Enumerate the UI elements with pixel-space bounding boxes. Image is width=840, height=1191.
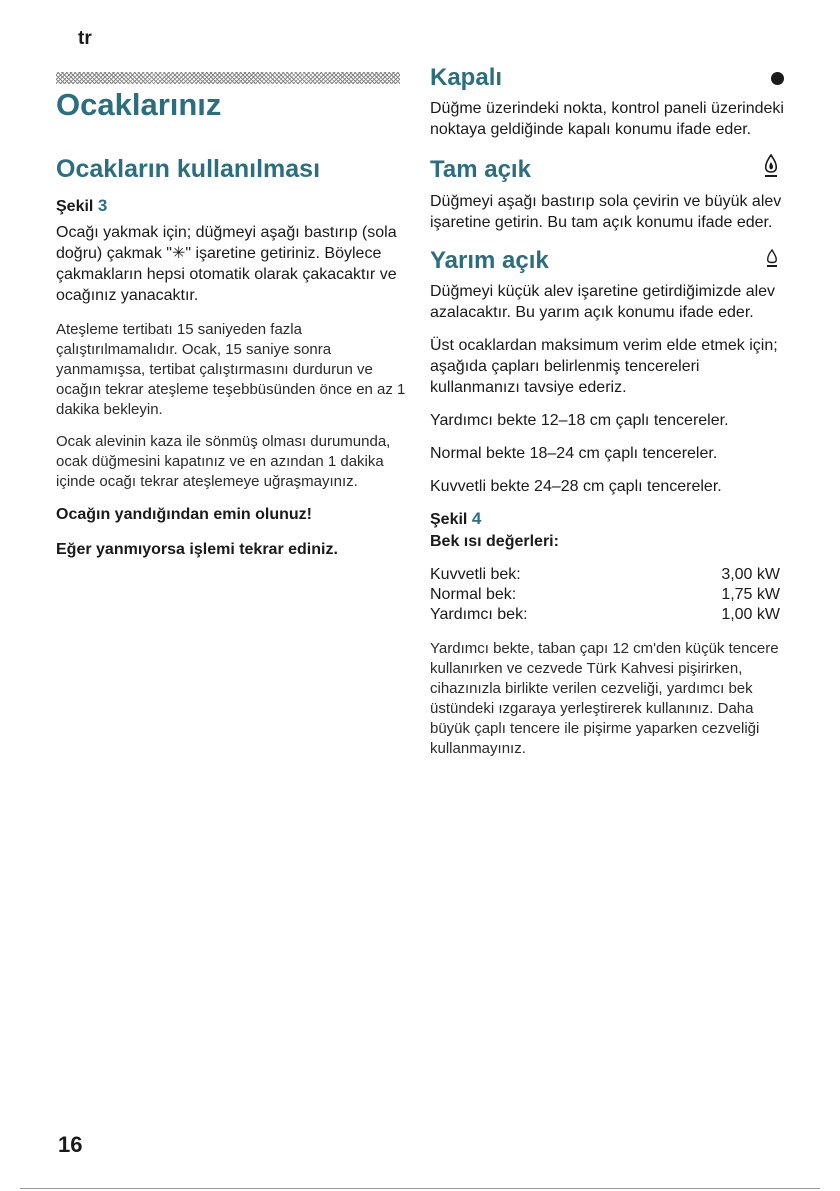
figure-number: 3 xyxy=(97,196,108,215)
check-flame-warning: Ocağın yandığından emin olunuz! xyxy=(56,506,313,523)
burner-power-title: Bek ısı değerleri: xyxy=(430,533,559,550)
figure-ref-4 xyxy=(430,509,790,529)
ignition-instructions: Ocağı yakmak için; düğmeyi aşağı bastırıp (sola doğru) çakmak "✳" işaretine getiriniz. Böylece çakmakların hepsi otomatik olarak çakacaktır ve ocağınız yanacaktır. xyxy=(56,224,397,304)
section-hatch-bar xyxy=(56,72,400,84)
figure-number: 4 xyxy=(471,509,482,528)
small-flame-icon xyxy=(766,247,778,275)
right-column xyxy=(430,64,790,759)
burner-name: Kuvvetli bek: xyxy=(430,566,521,583)
burner-name: Normal bek: xyxy=(430,586,517,603)
language-code: tr xyxy=(78,28,92,49)
footer-rule xyxy=(20,1188,820,1189)
kapali-text: Düğme üzerindeki nokta, kontrol paneli üzerindeki noktaya geldiğinde kapalı konumu ifade eder. xyxy=(430,100,784,138)
auxiliary-burner-pots: Yardımcı bekte 12–18 cm çaplı tencereler. xyxy=(430,412,729,429)
strong-burner-pots: Kuvvetli bekte 24–28 cm çaplı tencereler. xyxy=(430,478,722,495)
off-dot-icon xyxy=(771,72,784,85)
section-title: Ocakların kullanılması xyxy=(56,155,321,183)
tam-acik-heading xyxy=(430,154,790,185)
table-row xyxy=(430,605,780,625)
yarim-acik-title: Yarım açık xyxy=(430,247,549,274)
figure-label: Şekil xyxy=(430,511,468,528)
figure-ref-3 xyxy=(56,196,406,216)
flame-out-note: Ocak alevinin kaza ile sönmüş olması durumunda, ocak düğmesini kapatınız ve en azından 1 dakika içinde ocağı tekrar ateşlemeye uğraşmayınız. xyxy=(56,433,391,490)
pot-recommendation: Üst ocaklardan maksimum verim elde etmek için; aşağıda çapları belirlenmiş tencereleri kullanmanızı tavsiye ederiz. xyxy=(430,337,778,396)
tam-acik-text: Düğmeyi aşağı bastırıp sola çevirin ve büyük alev işaretine getirin. Bu tam açık konumu ifade eder. xyxy=(430,193,782,231)
yarim-acik-text: Düğmeyi küçük alev işaretine getirdiğimizde alev azalacaktır. Bu yarım açık konumu ifade eder. xyxy=(430,283,776,321)
yarim-acik-heading xyxy=(430,247,790,275)
tam-acik-title: Tam açık xyxy=(430,155,531,183)
coffee-pot-note: Yardımcı bekte, taban çapı 12 cm'den küçük tencere kullanırken ve cezvede Türk Kahvesi pişirirken, cihazınızla birlikte verilen cezveliği, yardımcı bek üstündeki ızgaraya yerleştirerek kullanınız. Daha büyük çaplı tencere ile pişirme yaparken cezveliği kullanmayınız. xyxy=(430,640,779,757)
burner-power: 1,00 kW xyxy=(721,606,780,623)
page-title: Ocaklarınız xyxy=(56,87,222,122)
burner-name: Yardımcı bek: xyxy=(430,606,528,623)
figure-label: Şekil xyxy=(56,198,94,215)
page-number: 16 xyxy=(58,1132,83,1157)
large-flame-icon xyxy=(764,154,778,185)
kapali-title: Kapalı xyxy=(430,64,503,91)
burner-power: 3,00 kW xyxy=(721,566,780,583)
ignition-timing-note: Ateşleme tertibatı 15 saniyeden fazla çalıştırılmamalıdır. Ocak, 15 saniye sonra yanmamışsa, tertibat çalıştırmasını durdurun ve ocağın tekrar ateşleme teşebbüsünden önce en az 1 dakika bekleyin. xyxy=(56,321,406,418)
left-column xyxy=(56,86,406,560)
repeat-warning: Eğer yanmıyorsa işlemi tekrar ediniz. xyxy=(56,541,338,558)
table-row xyxy=(430,585,780,605)
burner-power-table xyxy=(430,565,780,625)
normal-burner-pots: Normal bekte 18–24 cm çaplı tencereler. xyxy=(430,445,718,462)
kapali-heading xyxy=(430,64,790,92)
table-row xyxy=(430,565,780,585)
burner-power: 1,75 kW xyxy=(721,586,780,603)
